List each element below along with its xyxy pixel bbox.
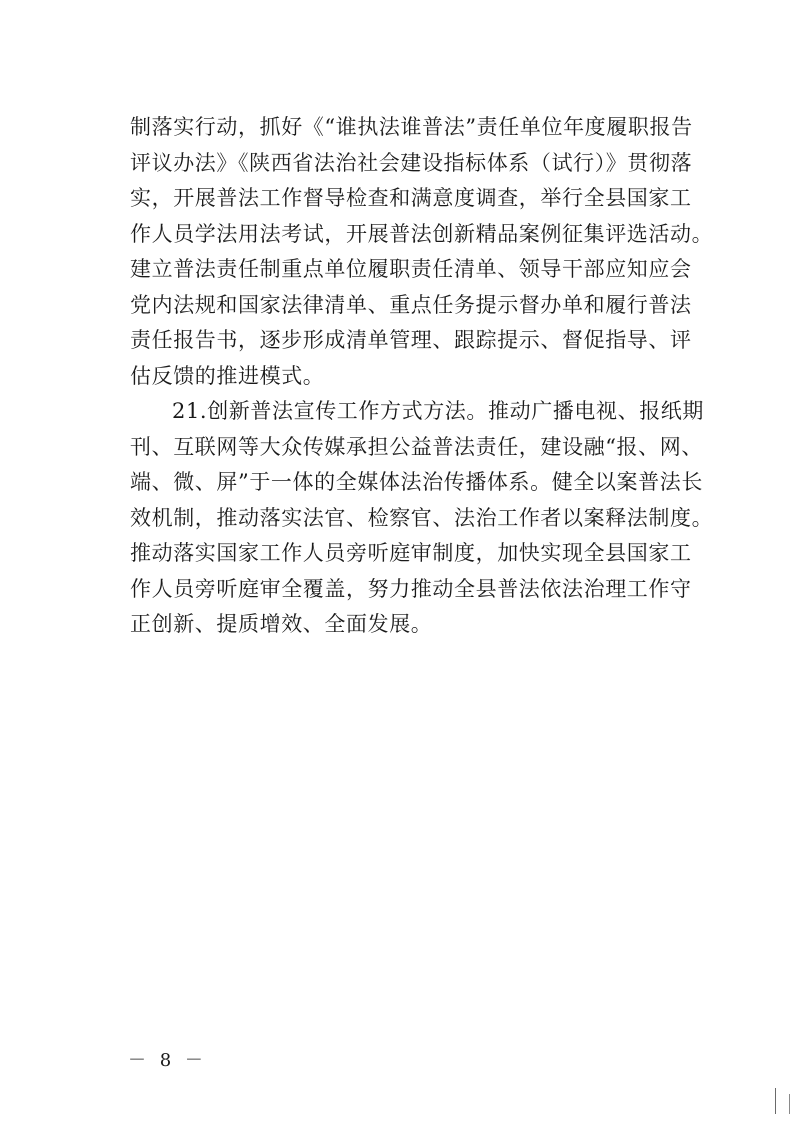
text-line: 作人员学法用法考试，开展普法创新精品案例征集评选活动。 (130, 221, 714, 246)
text-line: 责任报告书，逐步形成清单管理、跟踪提示、督促指导、评 (130, 328, 692, 352)
text-line: 估反馈的推进模式。 (130, 363, 325, 388)
text-line: 效机制，推动落实法官、检察官、法治工作者以案释法制度。 (130, 505, 714, 530)
text-line: 推动落实国家工作人员旁听庭审制度，加快实现全县国家工 (130, 541, 692, 565)
page-number: － 8 － (128, 1050, 207, 1071)
text-line: 刊、互联网等大众传媒承担公益普法责任，建设融“报、网、 (130, 434, 703, 459)
text-line: 端、微、屏”于一体的全媒体法治传播体系。健全以案普法长 (130, 470, 703, 494)
scan-edge-mark (775, 1088, 776, 1114)
text-line: 作人员旁听庭审全覆盖，努力推动全县普法依法治理工作守 (130, 576, 692, 601)
text-line: 建立普法责任制重点单位履职责任清单、领导干部应知应会 (130, 257, 692, 281)
text-line: 实，开展普法工作督导检查和满意度调查，举行全县国家工 (130, 186, 692, 210)
text-line: 制落实行动，抓好《“谁执法谁普法”责任单位年度履职报告 (130, 115, 693, 139)
section-heading-line: 21.创新普法宣传工作方式方法。推动广播电视、报纸期 (172, 399, 704, 423)
text-line: 正创新、提质增效、全面发展。 (130, 612, 433, 636)
body-text (130, 110, 714, 643)
text-line: 评议办法》《陕西省法治社会建设指标体系（试行）》贯彻落 (130, 150, 693, 175)
scan-edge-mark (789, 1094, 790, 1114)
text-line: 党内法规和国家法律清单、重点任务提示督办单和履行普法 (130, 292, 692, 317)
